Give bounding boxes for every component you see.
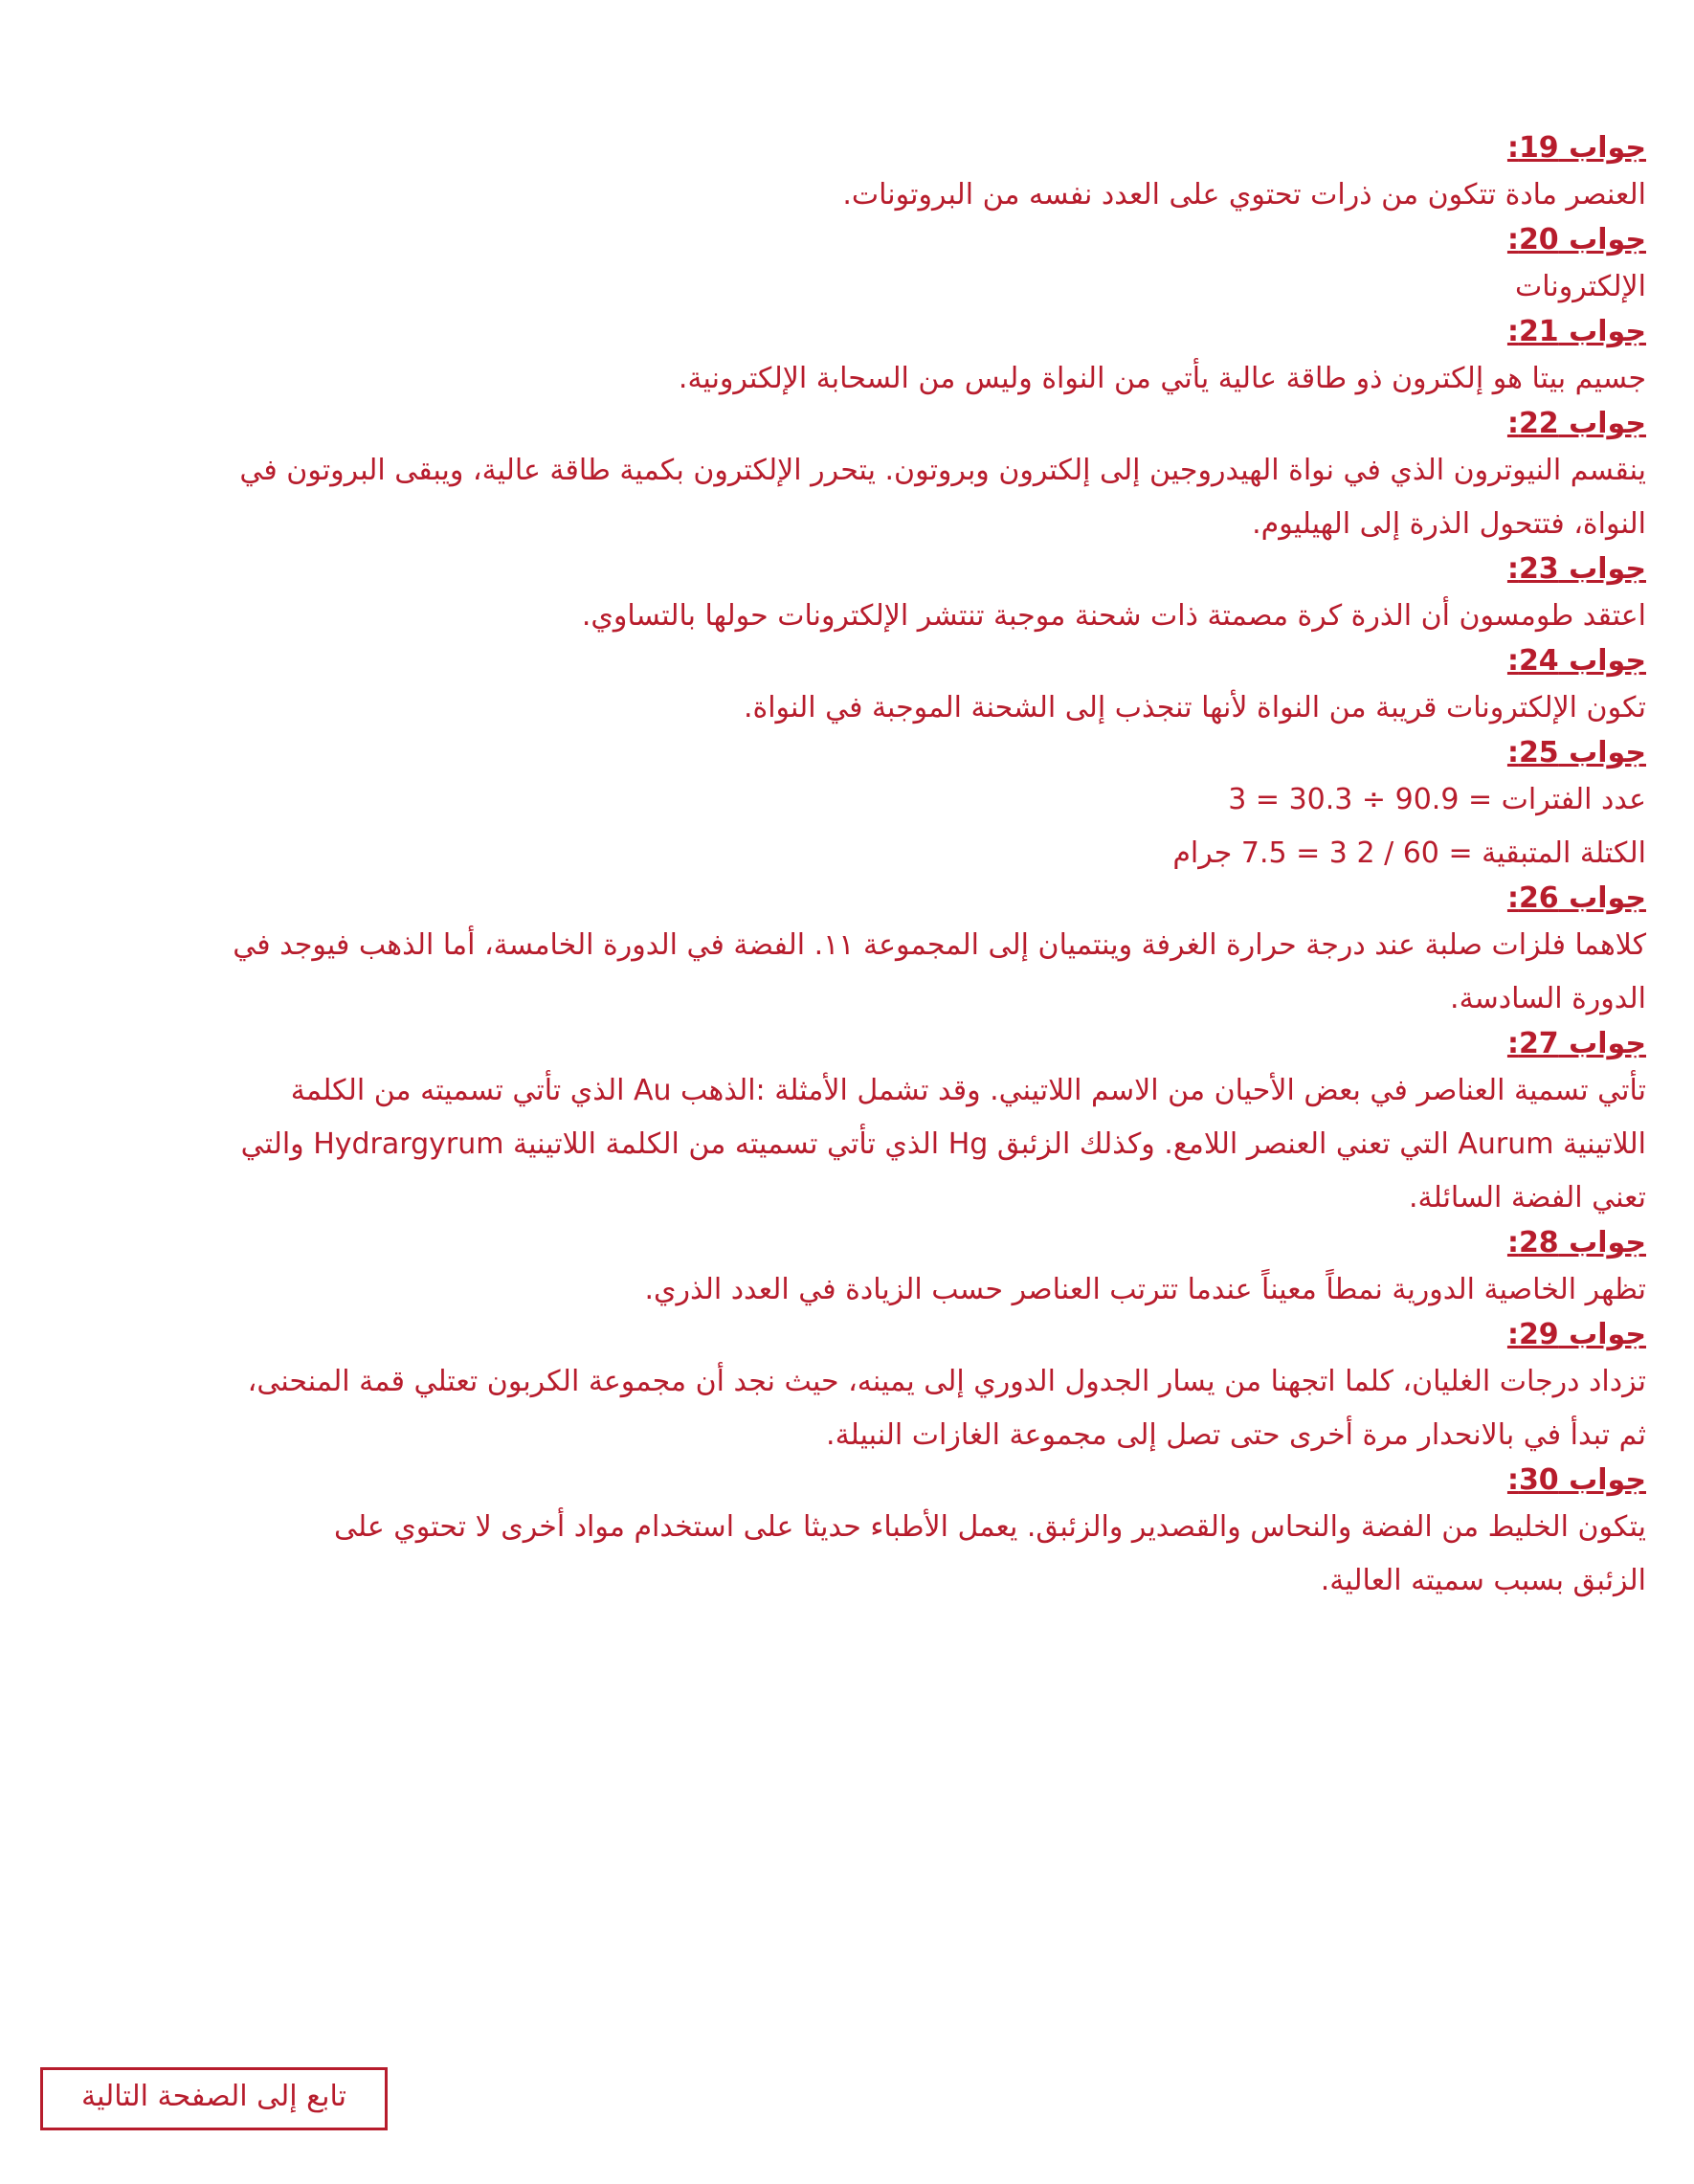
- answer-text: ثم تبدأ في بالانحدار مرة أخرى حتى تصل إلى مجموعة الغازات النبيلة.: [826, 1418, 1646, 1452]
- answer-text: يتكون الخليط من الفضة والنحاس والقصدير والزئبق. يعمل الأطباء حديثا على استخدام مواد أخرى لا تحتوي على: [333, 1510, 1646, 1544]
- answer-text: اعتقد طومسون أن الذرة كرة مصمتة ذات شحنة موجبة تنتشر الإلكترونات حولها بالتساوي.: [581, 599, 1646, 633]
- answer-text: الإلكترونات: [1515, 270, 1646, 303]
- answer-text: تكون الإلكترونات قريبة من النواة لأنها تنجذب إلى الشحنة الموجبة في النواة.: [743, 691, 1646, 724]
- answer-text: ينقسم النيوترون الذي في نواة الهيدروجين إلى إلكترون وبروتون. يتحرر الإلكترون بكمية طاقة عالية، ويبقى البروتون في: [239, 454, 1646, 487]
- answer-label: جواب 30:: [1506, 1463, 1646, 1497]
- answer-text: جسيم بيتا هو إلكترون ذو طاقة عالية يأتي من النواة وليس من السحابة الإلكترونية.: [678, 362, 1646, 395]
- answer-text: اللاتينية Aurum التي تعني العنصر اللامع. وكذلك الزئبق Hg الذي تأتي تسميته من الكلمة اللاتينية Hydrargyrum والتي: [240, 1127, 1646, 1161]
- answer-text: تزداد درجات الغليان، كلما اتجهنا من يسار الجدول الدوري إلى يمينه، حيث نجد أن مجموعة الكربون تعتلي قمة المنحنى،: [247, 1365, 1646, 1398]
- answer-label: جواب 19:: [1506, 131, 1646, 165]
- answer-label: جواب 26:: [1506, 881, 1646, 915]
- answer-label: جواب 23:: [1506, 552, 1646, 586]
- answer-label: جواب 27:: [1506, 1027, 1646, 1060]
- answer-label: جواب 21:: [1506, 315, 1646, 348]
- answer-label: جواب 29:: [1506, 1318, 1646, 1351]
- answer-label: جواب 28:: [1506, 1226, 1646, 1259]
- answer-label: جواب 22:: [1506, 407, 1646, 440]
- answers-section: [57, 130, 1646, 1608]
- answer-label: جواب 25:: [1506, 736, 1646, 769]
- answer-text: الزئبق بسبب سميته العالية.: [1320, 1564, 1646, 1597]
- answer-text: النواة، فتتحول الذرة إلى الهيليوم.: [1252, 507, 1646, 541]
- answer-text: الدورة السادسة.: [1450, 982, 1646, 1015]
- answer-text: تعني الفضة السائلة.: [1409, 1181, 1646, 1215]
- answer-label: جواب 20:: [1506, 223, 1646, 256]
- answer-label: جواب 24:: [1506, 644, 1646, 678]
- answer-text: الكتلة المتبقية = 60 / 2 3 = 7.5 جرام: [1172, 836, 1646, 870]
- answer-text: العنصر مادة تتكون من ذرات تحتوي على العدد نفسه من البروتونات.: [842, 178, 1646, 212]
- answer-text: كلاهما فلزات صلبة عند درجة حرارة الغرفة وينتميان إلى المجموعة ١١. الفضة في الدورة الخامسة، أما الذهب فيوجد في: [233, 928, 1646, 962]
- answer-text: تأتي تسمية العناصر في بعض الأحيان من الاسم اللاتيني. وقد تشمل الأمثلة :الذهب Au الذي تأتي تسميته من الكلمة: [290, 1074, 1646, 1107]
- answer-text: عدد الفترات = 90.9 ÷ 30.3 = 3: [1228, 783, 1646, 816]
- answer-text: تظهر الخاصية الدورية نمطاً معيناً عندما تترتب العناصر حسب الزيادة في العدد الذري.: [644, 1273, 1646, 1306]
- next-page-notice: تابع إلى الصفحة التالية: [40, 2067, 388, 2130]
